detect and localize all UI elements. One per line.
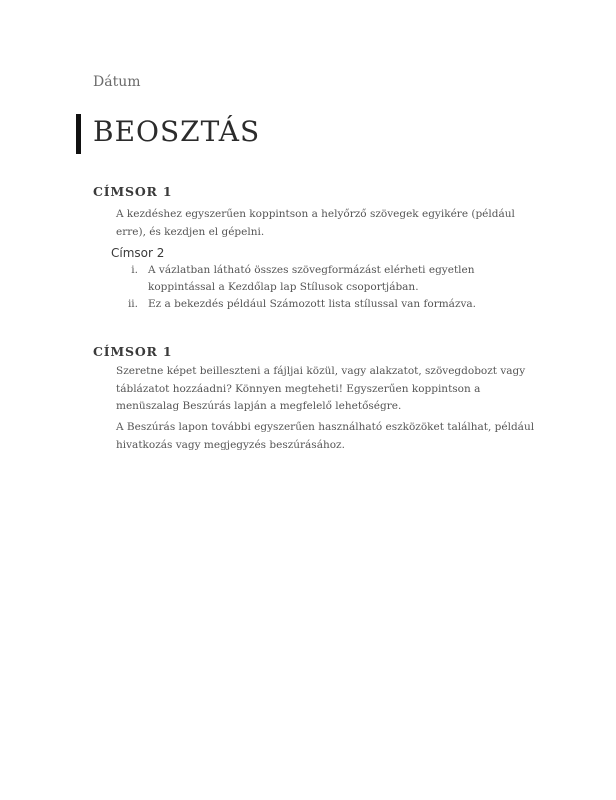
list-number: ii. — [127, 298, 138, 310]
date-placeholder[interactable]: Dátum — [93, 74, 141, 90]
body-paragraph[interactable]: A kezdéshez egyszerűen koppintson a helyőrző szövegek egyikére (például erre), és kezdjen el gépelni. — [116, 208, 515, 238]
list-text: Ez a bekezdés például Számozott lista stílussal van formázva. — [148, 298, 477, 310]
title-block — [76, 112, 536, 154]
title-accent-bar — [76, 114, 81, 154]
heading-1[interactable]: CÍMSOR 1 — [93, 344, 173, 359]
heading-2[interactable]: Címsor 2 — [111, 246, 165, 260]
body-paragraph[interactable]: Szeretne képet beilleszteni a fájljai közül, vagy alakzatot, szövegdobozt vagy táblázatot hozzáadni? Könnyen megteheti! Egyszerűen koppintson a menüszalag Beszúrás lapján a megfelelő lehetőségre. — [116, 365, 526, 412]
body-paragraph[interactable]: A Beszúrás lapon további egyszerűen használható eszközöket találhat, például hivatkozás vagy megjegyzés beszúrásához. — [116, 421, 535, 451]
list-text: A vázlatban látható összes szövegformázást elérheti egyetlen koppintással a Kezdőlap lap Stílusok csoportjában. — [148, 264, 475, 293]
heading-1[interactable]: CÍMSOR 1 — [93, 184, 173, 199]
list-item[interactable] — [116, 296, 536, 313]
list-number: i. — [131, 264, 138, 276]
list-item[interactable] — [116, 262, 536, 296]
document-title[interactable]: BEOSZTÁS — [93, 115, 261, 148]
